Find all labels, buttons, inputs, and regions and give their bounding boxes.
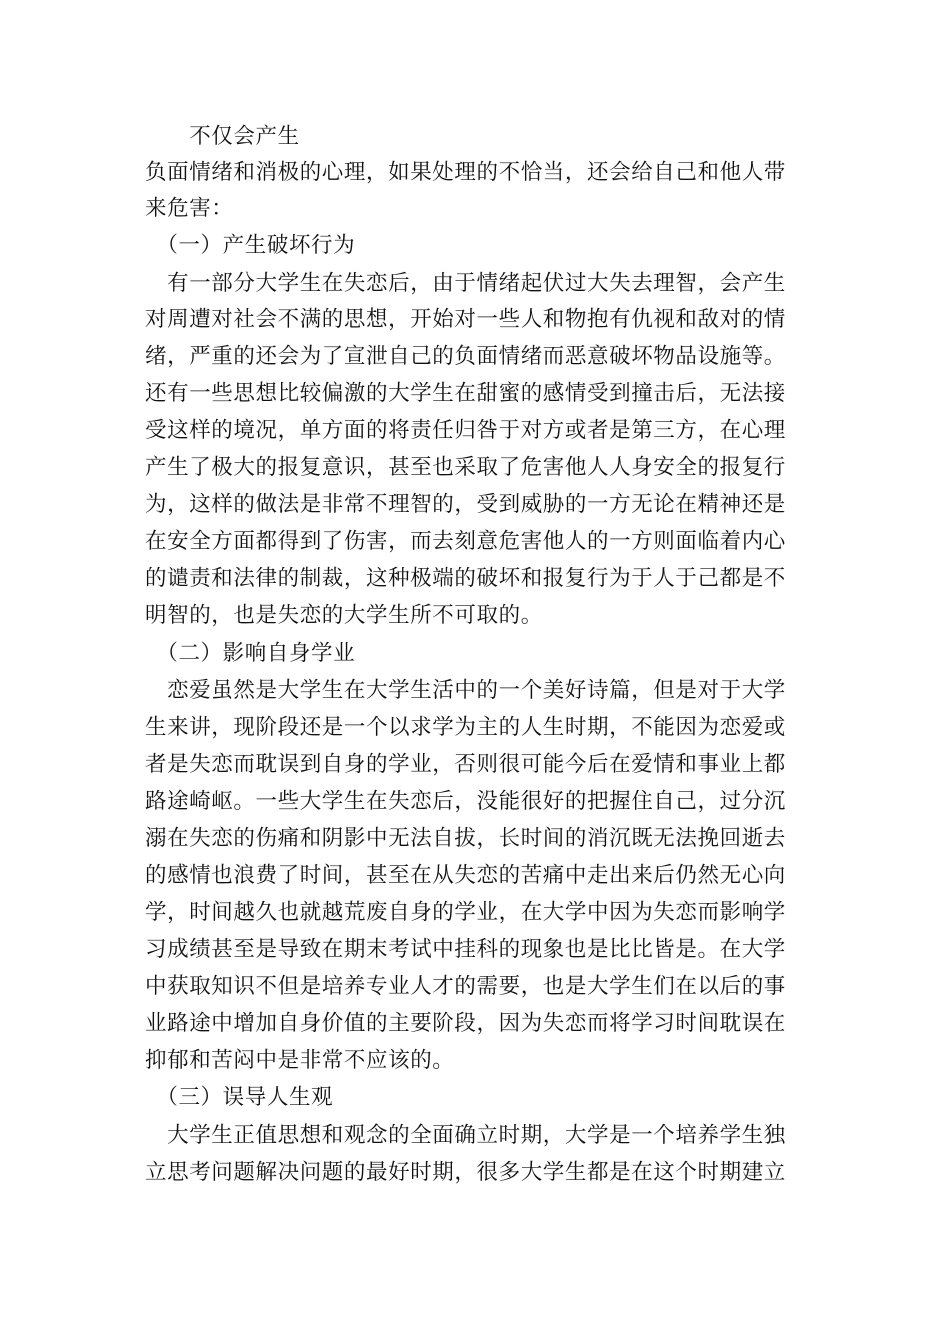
section-heading: （三）误导人生观: [145, 1085, 334, 1110]
text-line: 溺在失恋的伤痛和阴影中无法自拔，长时间的消沉既无法挽回逝去: [145, 826, 786, 851]
text-line: 生来讲，现阶段还是一个以求学为主的人生时期，不能因为恋爱或: [145, 715, 786, 740]
section-heading: （一）产生破坏行为: [145, 233, 356, 258]
text-line: 为，这样的做法是非常不理智的，受到威胁的一方无论在精神还是: [145, 492, 786, 517]
text-line: 抑郁和苦闷中是非常不应该的。: [145, 1048, 455, 1073]
text-line: 绪，严重的还会为了宣泄自己的负面情绪而恶意破坏物品设施等。: [145, 344, 786, 369]
text-line: 恋爱虽然是大学生在大学生活中的一个美好诗篇，但是对于大学: [145, 678, 786, 703]
text-line: 学，时间越久也就越荒废自身的学业，在大学中因为失恋而影响学: [145, 900, 786, 925]
text-line: 立思考问题解决问题的最好时期，很多大学生都是在这个时期建立: [145, 1160, 786, 1185]
text-line: 产生了极大的报复意识，甚至也采取了危害他人人身安全的报复行: [145, 455, 786, 480]
text-line: 的谴责和法律的制裁，这种极端的破坏和报复行为于人于己都是不: [145, 566, 786, 591]
text-line: 习成绩甚至是导致在期末考试中挂科的现象也是比比皆是。在大学: [145, 937, 786, 962]
text-line: 中获取知识不但是培养专业人才的需要，也是大学生们在以后的事: [145, 974, 786, 999]
text-line: 路途崎岖。一些大学生在失恋后，没能很好的把握住自己，过分沉: [145, 789, 786, 814]
text-line: 有一部分大学生在失恋后，由于情绪起伏过大失去理智，会产生: [145, 271, 786, 296]
text-line: 的感情也浪费了时间，甚至在从失恋的苦痛中走出来后仍然无心向: [145, 863, 786, 888]
section-heading: （二）影响自身学业: [145, 641, 356, 666]
text-line: 大学生正值思想和观念的全面确立时期，大学是一个培养学生独: [145, 1123, 786, 1148]
text-line: 对周遭对社会不满的思想，开始对一些人和物抱有仇视和敌对的情: [145, 307, 786, 332]
text-line: 者是失恋而耽误到自身的学业，否则很可能今后在爱情和事业上都: [145, 752, 786, 777]
text-line: 负面情绪和消极的心理，如果处理的不恰当，还会给自己和他人带: [145, 160, 786, 185]
text-line: 在安全方面都得到了伤害，而去刻意危害他人的一方则面临着内心: [145, 529, 786, 554]
text-line: 业路途中增加自身价值的主要阶段，因为失恋而将学习时间耽误在: [145, 1011, 786, 1036]
text-line: 不仅会产生: [145, 124, 300, 149]
text-line: 受这样的境况，单方面的将责任归咎于对方或者是第三方，在心理: [145, 418, 786, 443]
text-line: 还有一些思想比较偏激的大学生在甜蜜的感情受到撞击后，无法接: [145, 381, 786, 406]
text-line: 来危害：: [145, 196, 234, 221]
text-line: 明智的，也是失恋的大学生所不可取的。: [145, 603, 543, 628]
